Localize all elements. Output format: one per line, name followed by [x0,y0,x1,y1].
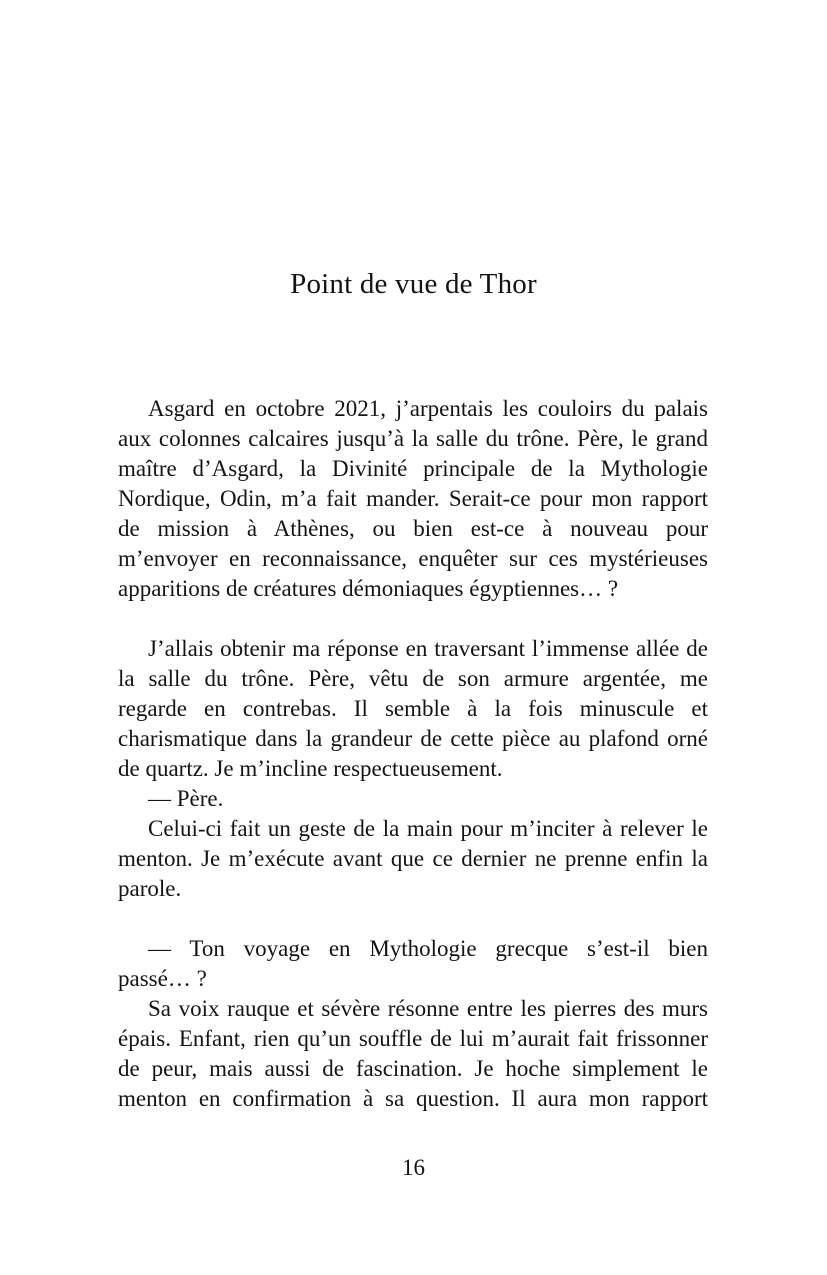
text-line: charismatique dans la grandeur de cette pièce au plafond orné [118,726,708,751]
text-line: menton. Je m’exécute avant que ce dernier ne prenne enfin la [118,846,708,871]
text-line: la salle du trône. Père, vêtu de son armure argentée, me [118,666,708,691]
text-line: de quartz. Je m’incline respectueusement. [118,756,503,781]
text-line: menton en confirmation à sa question. Il aura mon rapport [118,1086,708,1111]
text-line: de mission à Athènes, ou bien est-ce à nouveau pour [118,516,708,541]
body-text [118,394,708,1114]
text-line: Sa voix rauque et sévère résonne entre les pierres des murs [148,996,708,1021]
text-line: Nordique, Odin, m’a fait mander. Serait-ce pour mon rapport [118,486,708,511]
text-line: passé… ? [118,966,207,991]
text-line: de peur, mais aussi de fascination. Je hoche simplement le [118,1056,708,1081]
text-line: aux colonnes calcaires jusqu’à la salle du trône. Père, le grand [118,426,708,451]
text-line: Asgard en octobre 2021, j’arpentais les couloirs du palais [148,396,708,421]
text-line: — Père. [148,786,224,811]
text-line: apparitions de créatures démoniaques égyptiennes… ? [118,576,619,601]
text-line: épais. Enfant, rien qu’un souffle de lui m’aurait fait frissonner [118,1026,708,1051]
page-number: 16 [402,1155,425,1180]
text-line: regarde en contrebas. Il semble à la fois minuscule et [118,696,708,721]
chapter-title: Point de vue de Thor [290,268,537,300]
paragraph-gap [118,904,708,934]
text-line: maître d’Asgard, la Divinité principale de la Mythologie [118,456,708,481]
text-line: — Ton voyage en Mythologie grecque s’est-il bien [148,936,708,961]
paragraph-gap [118,604,708,634]
text-line: parole. [118,876,182,901]
text-line: Celui-ci fait un geste de la main pour m’inciter à relever le [148,816,708,841]
text-line: m’envoyer en reconnaissance, enquêter sur ces mystérieuses [118,546,708,571]
text-line: J’allais obtenir ma réponse en traversant l’immense allée de [148,636,708,661]
